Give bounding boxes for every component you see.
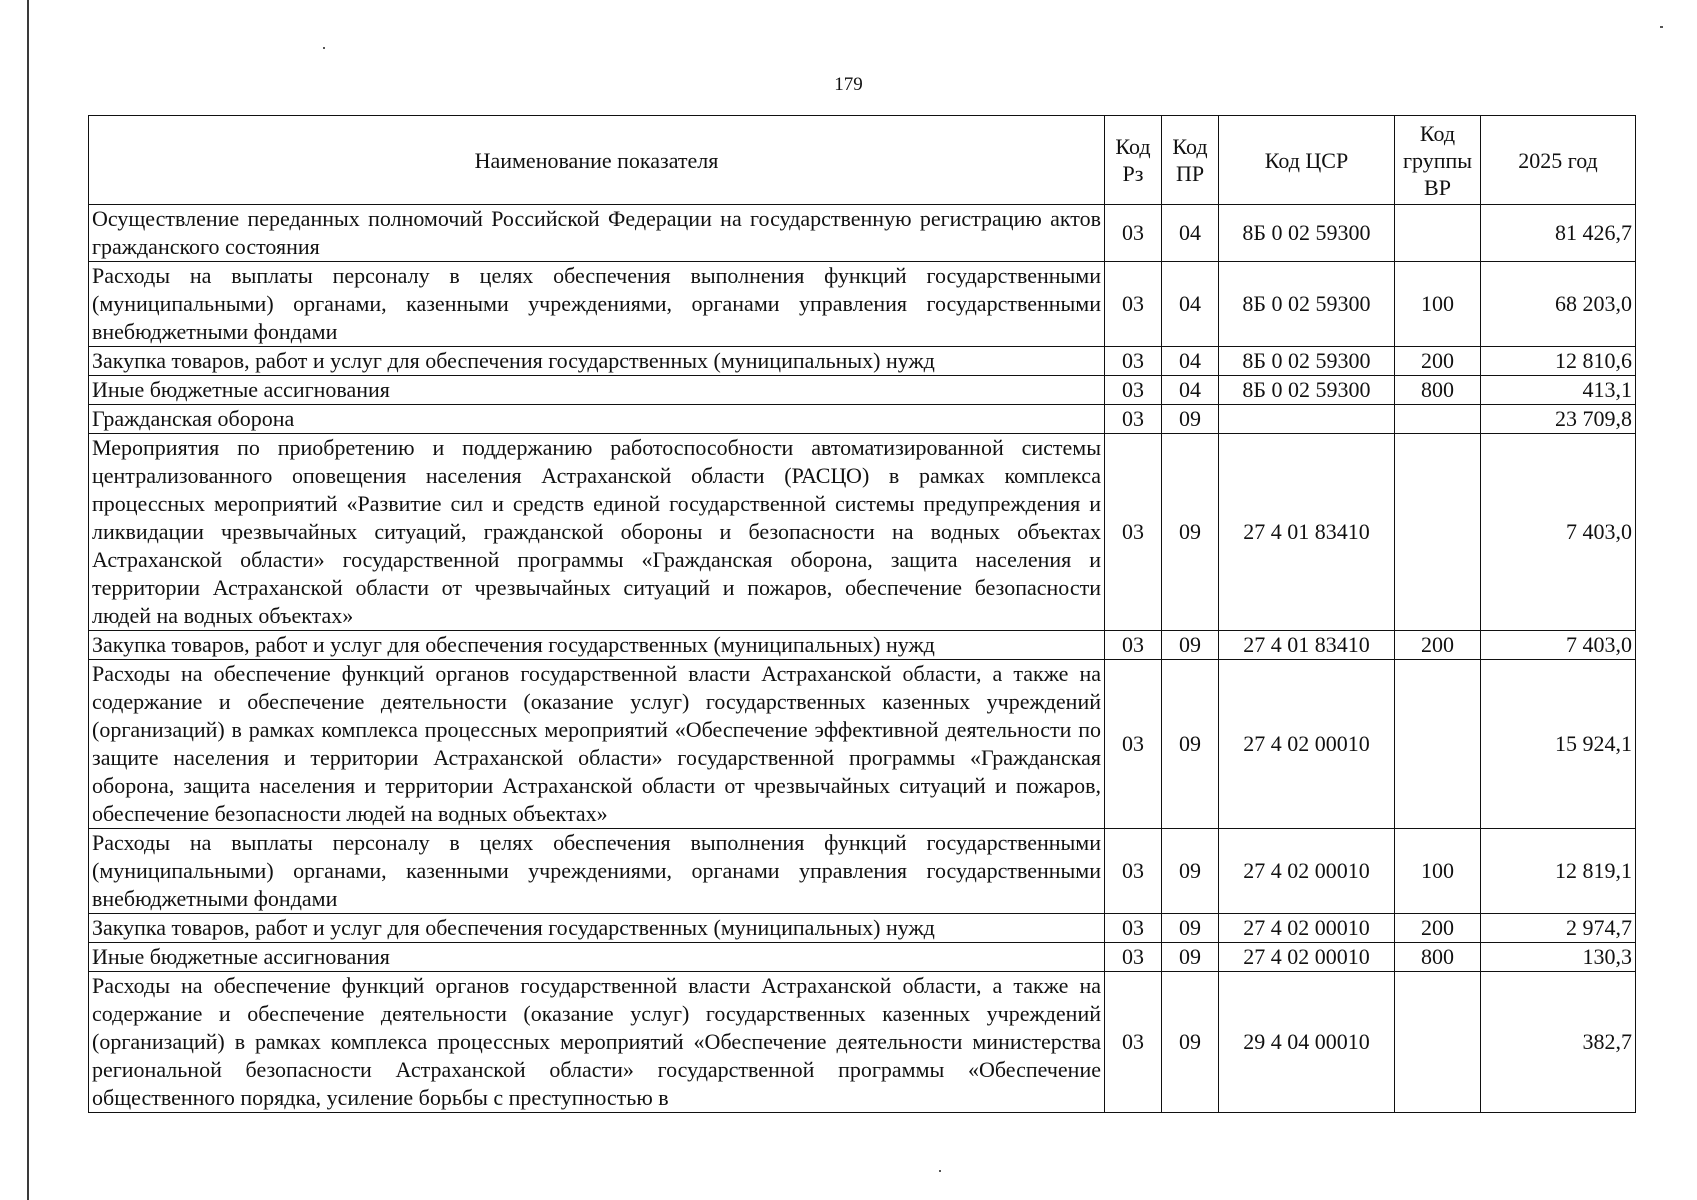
row-code-csr: 27 4 01 83410 [1219,631,1395,660]
header-code-rz: Код Рз [1105,116,1162,205]
row-code-vr: 800 [1395,376,1481,405]
row-name: Расходы на обеспечение функций органов государственной власти Астраханской области, а также на содержание и обеспечение деятельности (оказание услуг) государственных казенных учреждений (организаций) в рамках комплекса процессных мероприятий «Обеспечение эффективной деятельности по защите населения и территории Астраханской области» государственной программы «Гражданская оборона, защита населения и территории Астраханской области от чрезвычайных ситуаций и пожаров, обеспечение безопасности людей на водных объектах» [89,660,1105,829]
table-row [89,205,1636,262]
row-code-csr: 29 4 04 00010 [1219,972,1395,1113]
budget-table [88,115,1636,1113]
header-code-vr: Код группы ВР [1395,116,1481,205]
scan-speck [323,47,325,49]
row-amount: 2 974,7 [1481,914,1636,943]
row-name: Иные бюджетные ассигнования [89,376,1105,405]
row-amount: 68 203,0 [1481,262,1636,347]
row-code-rz: 03 [1105,829,1162,914]
row-amount: 130,3 [1481,943,1636,972]
page-binding-edge [27,0,29,1200]
row-code-vr: 100 [1395,829,1481,914]
row-code-vr: 200 [1395,631,1481,660]
row-code-vr: 100 [1395,262,1481,347]
row-code-vr [1395,205,1481,262]
row-code-csr [1219,405,1395,434]
row-code-vr: 200 [1395,347,1481,376]
table-row [89,405,1636,434]
row-name: Расходы на выплаты персоналу в целях обеспечения выполнения функций государственными (муниципальными) органами, казенными учреждениями, органами управления государственными внебюджетными фондами [89,829,1105,914]
row-code-rz: 03 [1105,205,1162,262]
row-code-rz: 03 [1105,943,1162,972]
row-name: Закупка товаров, работ и услуг для обеспечения государственных (муниципальных) нужд [89,631,1105,660]
row-code-pr: 09 [1162,660,1219,829]
row-code-csr: 8Б 0 02 59300 [1219,262,1395,347]
row-code-rz: 03 [1105,972,1162,1113]
row-code-csr: 27 4 02 00010 [1219,829,1395,914]
row-code-rz: 03 [1105,347,1162,376]
row-code-rz: 03 [1105,405,1162,434]
row-code-rz: 03 [1105,376,1162,405]
table-row [89,829,1636,914]
table-row [89,631,1636,660]
row-code-vr [1395,972,1481,1113]
header-code-pr: Код ПР [1162,116,1219,205]
table-header-row [89,116,1636,205]
row-code-csr: 8Б 0 02 59300 [1219,347,1395,376]
row-code-rz: 03 [1105,434,1162,631]
row-code-pr: 09 [1162,914,1219,943]
row-amount: 23 709,8 [1481,405,1636,434]
row-name: Расходы на выплаты персоналу в целях обеспечения выполнения функций государственными (муниципальными) органами, казенными учреждениями, органами управления государственными внебюджетными фондами [89,262,1105,347]
row-name: Расходы на обеспечение функций органов государственной власти Астраханской области, а также на содержание и обеспечение деятельности (оказание услуг) государственных казенных учреждений (организаций) в рамках комплекса процессных мероприятий «Обеспечение деятельности министерства региональной безопасности Астраханской области» государственной программы «Обеспечение общественного порядка, усиление борьбы с преступностью в [89,972,1105,1113]
row-code-pr: 09 [1162,631,1219,660]
header-code-csr: Код ЦСР [1219,116,1395,205]
row-code-csr: 8Б 0 02 59300 [1219,376,1395,405]
page-number: 179 [834,74,863,95]
table-row [89,434,1636,631]
row-name: Закупка товаров, работ и услуг для обеспечения государственных (муниципальных) нужд [89,914,1105,943]
scan-speck [1660,26,1663,28]
row-code-pr: 04 [1162,205,1219,262]
row-code-csr: 27 4 02 00010 [1219,660,1395,829]
row-code-rz: 03 [1105,262,1162,347]
row-code-pr: 09 [1162,405,1219,434]
row-code-pr: 04 [1162,347,1219,376]
row-code-pr: 04 [1162,262,1219,347]
row-code-pr: 04 [1162,376,1219,405]
row-code-csr: 8Б 0 02 59300 [1219,205,1395,262]
row-amount: 413,1 [1481,376,1636,405]
row-amount: 7 403,0 [1481,434,1636,631]
table-row [89,376,1636,405]
row-code-rz: 03 [1105,631,1162,660]
scan-speck [939,1170,941,1172]
row-amount: 382,7 [1481,972,1636,1113]
header-year-2025: 2025 год [1481,116,1636,205]
table-row [89,347,1636,376]
table-row [89,914,1636,943]
row-code-csr: 27 4 02 00010 [1219,914,1395,943]
row-name: Осуществление переданных полномочий Российской Федерации на государственную регистрацию актов гражданского состояния [89,205,1105,262]
row-amount: 81 426,7 [1481,205,1636,262]
row-code-vr [1395,660,1481,829]
row-code-pr: 09 [1162,434,1219,631]
row-code-csr: 27 4 02 00010 [1219,943,1395,972]
row-code-vr: 800 [1395,943,1481,972]
row-amount: 7 403,0 [1481,631,1636,660]
row-code-pr: 09 [1162,829,1219,914]
row-code-vr: 200 [1395,914,1481,943]
row-name: Закупка товаров, работ и услуг для обеспечения государственных (муниципальных) нужд [89,347,1105,376]
row-code-vr [1395,434,1481,631]
row-amount: 12 810,6 [1481,347,1636,376]
row-amount: 15 924,1 [1481,660,1636,829]
table-row [89,262,1636,347]
row-code-rz: 03 [1105,660,1162,829]
row-name: Гражданская оборона [89,405,1105,434]
row-code-pr: 09 [1162,943,1219,972]
row-code-vr [1395,405,1481,434]
header-name: Наименование показателя [89,116,1105,205]
row-code-pr: 09 [1162,972,1219,1113]
row-code-rz: 03 [1105,914,1162,943]
row-name: Мероприятия по приобретению и поддержанию работоспособности автоматизированной системы централизованного оповещения населения Астраханской области (РАСЦО) в рамках комплекса процессных мероприятий «Развитие сил и средств единой государственной системы предупреждения и ликвидации чрезвычайных ситуаций, гражданской обороны и безопасности на водных объектах Астраханской области» государственной программы «Гражданская оборона, защита населения и территории Астраханской области от чрезвычайных ситуаций и пожаров, обеспечение безопасности людей на водных объектах» [89,434,1105,631]
table-row [89,972,1636,1113]
row-name: Иные бюджетные ассигнования [89,943,1105,972]
row-amount: 12 819,1 [1481,829,1636,914]
table-row [89,660,1636,829]
table-row [89,943,1636,972]
row-code-csr: 27 4 01 83410 [1219,434,1395,631]
